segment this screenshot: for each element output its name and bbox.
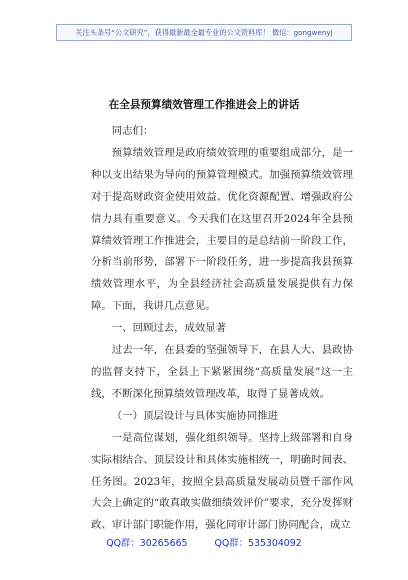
paragraph-intro: 预算绩效管理是政府绩效管理的重要组成部分，是一种以支出结果为导向的预算管理模式。加强预算绩效管理对于提高财政资金使用效益、优化资源配置、增强政府公信力具有重要意义。今天我们在这里召开2024年全县预算绩效管理工作推进会，主要目的是总结前一阶段工作，分析当前形势，部署下一阶段任务，进一步提高我县预算绩效管理水平，为全县经济社会高质量发展提供有力保障。下面，我讲几点意见。 <box>91 146 353 313</box>
footer-qq-group-1: QQ群：30265665 <box>106 538 188 549</box>
document-title: 在全县预算绩效管理工作推进会上的讲话 <box>108 99 300 111</box>
document-body <box>91 121 353 537</box>
top-promo-banner: 关注头条号“公文研究”，获得最新最全最专业的公文资料库！ 微信：gongwenyj <box>56 24 352 41</box>
footer-qq-group-2: QQ群：535304092 <box>214 538 302 549</box>
greeting: 同志们： <box>111 125 154 137</box>
paragraph-review: 过去一年，在县委的坚强领导下，在县人大、县政协的监督支持下，全县上下紧紧围绕“高质量发展”这一主线，不断深化预算绩效管理改革，取得了显著成效。 <box>91 344 353 400</box>
footer-qq-groups <box>0 535 408 549</box>
section-heading-1: 一、回顾过去，成效显著 <box>111 322 227 335</box>
subsection-heading-1: （一）顶层设计与具体实施协同推进 <box>111 409 279 422</box>
paragraph-point-1: 一是高位谋划，强化组织领导。坚持上级部署和自身实际相结合、顶层设计和具体实施相统一，明确时间表、任务图。2023年，按照全县高质量发展动员暨千部作风大会上确定的“敢真敢实做细绩效评价”要求，充分发挥财政、审计部门职能作用，强化同审计部门协同配合，成立 <box>91 431 353 532</box>
